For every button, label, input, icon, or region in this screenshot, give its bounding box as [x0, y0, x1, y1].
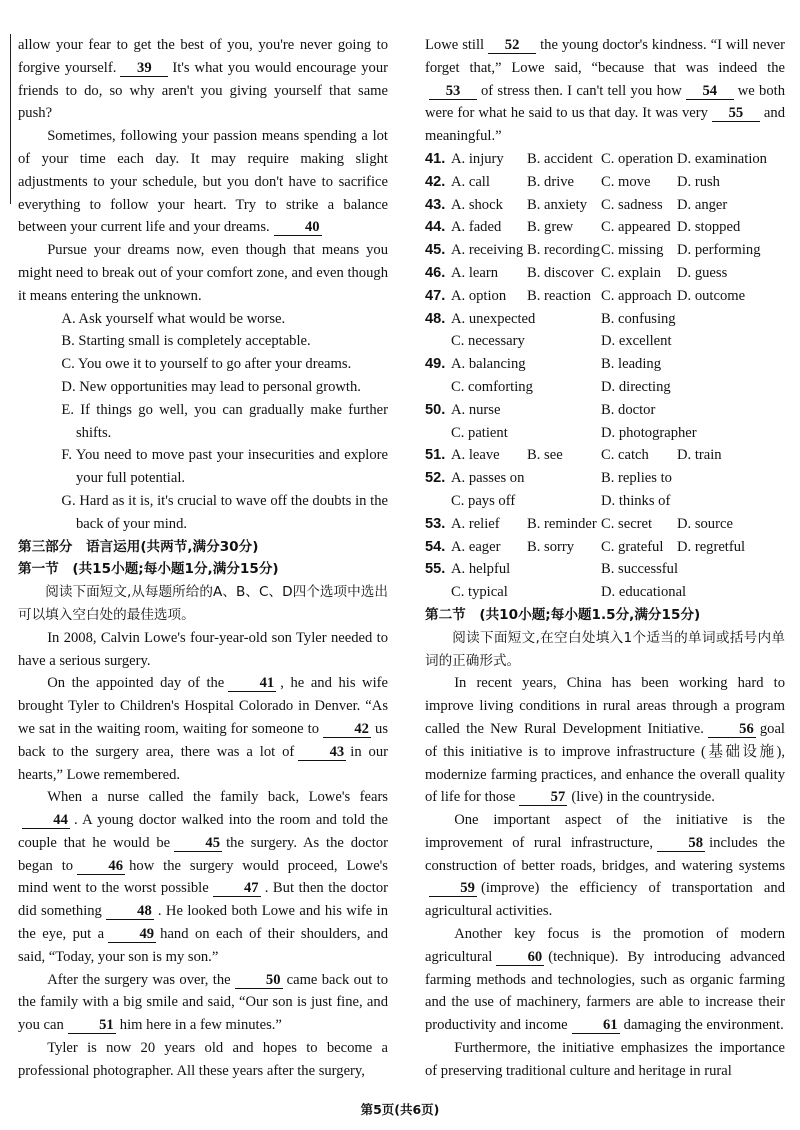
question-51: 51. A. leave B. see C. catch D. train [425, 447, 722, 464]
blank-54: 54 [686, 83, 734, 100]
option-f: F. You need to move past your insecurities and explore your full potential. [61, 447, 388, 487]
blank-52: 52 [488, 37, 536, 54]
question-41: 41. A. injury B. accident C. operation D. examination [425, 150, 767, 167]
question-53: 53. A. relief B. reminder C. secret D. source [425, 515, 733, 532]
section-one-instructions: 阅读下面短文,从每题所给的A、B、C、D四个选项中选出可以填入空白处的最佳选项。 [18, 584, 388, 623]
passage-paragraph: Pursue your dreams now, even though that means you might need to break out of your comfort zone, and even though it means entering the unknown. [18, 242, 388, 304]
question-42: 42. A. call B. drive C. move D. rush [425, 173, 720, 190]
blank-56: 56 [708, 721, 756, 738]
blank-57: 57 [519, 789, 567, 806]
option-a: A. Ask yourself what would be worse. [61, 310, 286, 327]
blank-50: 50 [235, 972, 283, 989]
question-52-cd: C. pays off D. thinks of [451, 492, 671, 509]
passage-paragraph: Sometimes, following your passion means spending a lot of your time each day. It may require making slight adjustments to your schedule, but you don't have to sacrifice everything to follow your heart. Try to strike a balance between your current life and your dreams. 40 [18, 128, 388, 236]
cloze-paragraph: In 2008, Calvin Lowe's four-year-old son Tyler needed to have a serious surgery. [18, 629, 388, 669]
part-three-title: 第三部分 语言运用(共两节,满分30分) [18, 538, 259, 555]
right-column [425, 34, 785, 1083]
blank-55: 55 [712, 105, 760, 122]
grammar-paragraph: In recent years, China has been working hard to improve living conditions in rural areas through a program called the New Rural Development Initiative. 56 goal of this initiative is to improve infrastructure (基础设施), modernize farming practices, and enhance the overall quality of life for those 57 (live) in the countryside. [425, 675, 785, 806]
section-one-title: 第一节 (共15小题;每小题1分,满分15分) [18, 561, 279, 578]
question-54: 54. A. eager B. sorry C. grateful D. regretful [425, 538, 746, 555]
option-e: E. If things go well, you can gradually make further shifts. [61, 401, 388, 441]
blank-46: 46 [77, 858, 125, 875]
blank-59: 59 [429, 880, 477, 897]
grammar-paragraph: Furthermore, the initiative emphasizes the importance of preserving traditional culture and heritage in rural [425, 1040, 785, 1079]
question-46: 46. A. learn B. discover C. explain D. guess [425, 264, 728, 281]
question-50: 50. A. nurse B. doctor [425, 401, 656, 418]
section-two-instructions: 阅读下面短文,在空白处填入1个适当的单词或括号内单词的正确形式。 [425, 629, 785, 669]
passage-paragraph: allow your fear to get the best of you, you're never going to forgive yourself. 39 It's what you would encourage your friends to do, so why aren't you giving yourself that same push? [18, 37, 388, 122]
blank-40: 40 [274, 219, 322, 236]
cloze-paragraph: On the appointed day of the 41 , he and his wife brought Tyler to Children's Hospital Colorado in Denver. “As we sat in the waiting room, waiting for someone to 42 us back to the surgery area, there was a lot of 43 in our hearts,” Lowe remembered. [18, 675, 388, 783]
question-52: 52. A. passes on B. replies to [425, 470, 672, 487]
blank-51: 51 [68, 1017, 116, 1034]
question-55: 55. A. helpful B. successful [425, 561, 679, 578]
question-45: 45. A. receiving B. recording C. missing D. performing [425, 242, 761, 259]
blank-60: 60 [496, 949, 544, 966]
option-d: D. New opportunities may lead to personal growth. [61, 378, 361, 395]
question-48: 48. A. unexpected B. confusing [425, 310, 676, 327]
cloze-paragraph: Tyler is now 20 years old and hopes to become a professional photographer. All these years after the surgery, [18, 1040, 388, 1079]
grammar-paragraph: Another key focus is the promotion of modern agricultural 60 (technique). By introducing advanced farming methods and technologies, such as organic farming and the use of machinery, farmers are able to increase their productivity and income 61 damaging the environment. [425, 926, 785, 1034]
blank-48: 48 [106, 903, 154, 920]
question-50-cd: C. patient D. photographer [451, 424, 697, 441]
page-number: 第5页(共6页) [360, 1102, 440, 1117]
blank-58: 58 [657, 835, 705, 852]
question-47: 47. A. option B. reaction C. approach D. outcome [425, 287, 746, 304]
section-two-title: 第二节 (共10小题;每小题1.5分,满分15分) [425, 606, 701, 623]
question-49: 49. A. balancing B. leading [425, 356, 661, 373]
option-g: G. Hard as it is, it's crucial to wave off the doubts in the back of your mind. [61, 492, 388, 532]
question-43: 43. A. shock B. anxiety C. sadness D. anger [425, 196, 728, 213]
blank-43: 43 [298, 744, 346, 761]
question-49-cd: C. comforting D. directing [451, 378, 671, 395]
blank-39: 39 [120, 60, 168, 77]
blank-45: 45 [174, 835, 222, 852]
seven-choice-options [48, 308, 388, 536]
question-48-cd: C. necessary D. excellent [451, 333, 672, 350]
blank-53: 53 [429, 83, 477, 100]
blank-41: 41 [228, 675, 276, 692]
blank-47: 47 [213, 880, 261, 897]
cloze-paragraph: After the surgery was over, the 50 came back out to the family with a big smile and said, “Our son is just fine, and you can 51 him here in a few minutes.” [18, 971, 389, 1034]
grammar-paragraph: One important aspect of the initiative is the improvement of rural infrastructure, 58 includes the construction of better roads, bridges, and watering systems59 (improve) the efficiency of transportation and agricultural activities. [425, 812, 785, 920]
question-list [425, 148, 785, 604]
left-column [18, 34, 388, 1083]
option-c: C. You owe it to yourself to go after your dreams. [61, 356, 352, 373]
margin-rule [10, 34, 11, 204]
blank-42: 42 [323, 721, 371, 738]
option-b: B. Starting small is completely acceptable. [61, 333, 311, 350]
blank-44: 44 [22, 812, 70, 829]
question-55-cd: C. typical D. educational [451, 584, 687, 601]
blank-49: 49 [108, 926, 156, 943]
cloze-paragraph: When a nurse called the family back, Lowe's fears44 . A young doctor walked into the room and told the couple that he would be 45 the surgery. As the doctor began to 46 how the surgery would proceed, Lowe's mind went to the worst possible 47 . But then the doctor did something 48 . He looked both Lowe and his wife in the eye, put a 49 hand on each of their shoulders, and said, “Today, your son is my son.” [18, 789, 388, 965]
blank-61: 61 [572, 1017, 620, 1034]
cloze-paragraph: Lowe still 52 the young doctor's kindness. “I will never forget that,” Lowe said, “because that was indeed the53 of stress then. I can't tell you how 54 we both were for what he said to us that day. It was very 55 and meaningful.” [425, 37, 785, 145]
question-44: 44. A. faded B. grew C. appeared D. stopped [425, 219, 741, 236]
